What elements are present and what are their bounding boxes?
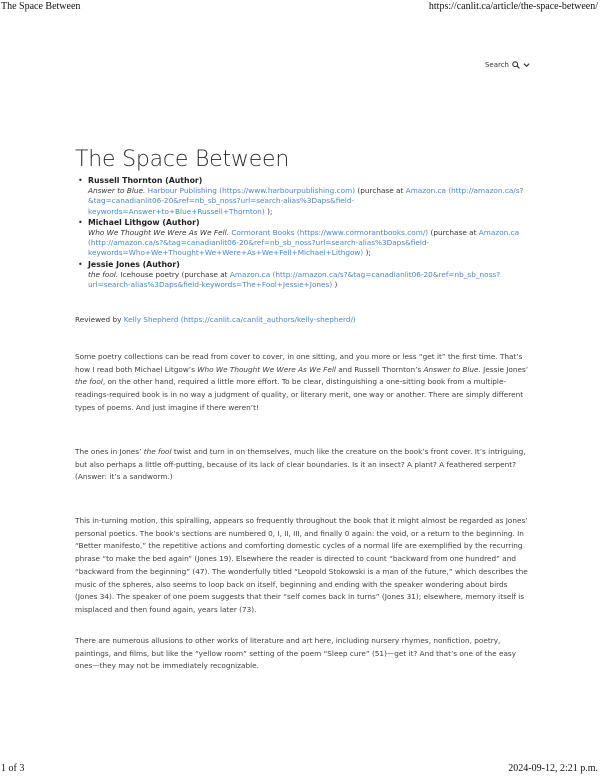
publisher-link[interactable]: Cormorant Books	[231, 228, 295, 238]
book-item	[78, 176, 528, 217]
store-url[interactable]: (http://amazon.ca/s?&tag=canadianlit06-20&ref=nb_sb_noss?url=search-alias%3Daps&field-keywords=Who+We+Thought+We+Were+As+We+Fell+Michael+Lithgow)	[88, 238, 430, 258]
purchase-prefix: (purchase at	[181, 269, 228, 279]
paragraph-text: twist and turn in on themselves, much like the creature on the book’s front cover. It’s intriguing, but also perhaps a little off-putting, because of its lack of clear boundaries. Is it an insect? A plant? A feathered serpent? (Answer: it’s a sandworm.)	[75, 447, 526, 482]
book-title: Answer to Blue.	[88, 186, 146, 196]
paragraph-text: , on the other hand, required a little more effort. To be clear, distinguishing a one-sitting book from a multiple-readings-required book is in no way a judgment of quality, or literary merit, one way or another. There are simply different types of poems. And just imagine if there weren’t!	[75, 377, 524, 412]
paragraph-2	[75, 446, 530, 484]
purchase-prefix: (purchase at	[357, 186, 404, 196]
page-number: 1 of 3	[1, 763, 25, 774]
book-list	[78, 176, 528, 291]
store-url[interactable]: (http://amazon.ca/s?&tag=canadianlit06-20&ref=nb_sb_noss?url=search-alias%3Daps&field-keywords=The+Fool+Jessie+Jones)	[88, 269, 501, 290]
page-title: The Space Between	[75, 147, 290, 172]
italic-title: the fool	[75, 377, 103, 387]
purchase-suffix: )	[334, 280, 338, 290]
search-button[interactable]	[485, 61, 530, 69]
book-title: Who We Thought We Were As We Fell.	[88, 228, 229, 238]
paragraph-text: The ones in Jones’	[75, 447, 144, 456]
book-item	[78, 260, 528, 291]
italic-title: Who We Thought We Were As We Fell	[197, 364, 336, 374]
purchase-suffix: );	[267, 206, 273, 216]
purchase-prefix: (purchase at	[430, 228, 477, 238]
book-title: the fool.	[88, 269, 119, 279]
store-link[interactable]: Amazon.ca	[478, 228, 520, 238]
paragraph-1	[75, 351, 530, 415]
store-link[interactable]: Amazon.ca	[405, 186, 446, 196]
italic-title: the fool	[143, 447, 172, 456]
reviewer-url[interactable]: (https://canlit.ca/canlit_authors/kelly-shepherd/)	[180, 315, 356, 324]
book-details	[88, 186, 528, 217]
publisher-text: Icehouse poetry	[120, 269, 180, 279]
paragraph-text: and Russell Thornton’s	[335, 364, 424, 374]
reviewer-link[interactable]: Kelly Shepherd	[123, 315, 179, 324]
book-details	[88, 228, 528, 259]
publisher-link[interactable]: Harbour Publishing	[147, 186, 217, 196]
publisher-url[interactable]: (https://www.cormorantbooks.com/)	[296, 228, 429, 238]
book-details	[88, 270, 528, 290]
store-url[interactable]: (http://amazon.ca/s?&tag=canadianlit06-20&ref=nb_sb_noss?url=search-alias%3Daps&field-keywords=Answer+to+Blue+Russell+Thornton)	[88, 186, 524, 216]
italic-title: Answer to Blue	[423, 364, 479, 374]
book-author: • Jessie Jones (Author)	[88, 259, 180, 269]
paragraph-3: This in-turning motion, this spiralling, appears so frequently throughout the book that it might almost be regarded as Jones’ personal poetics. The book’s sections are numbered 0, I, II, III, and finally 0 again: the void, or a return to the beginning. In “Better manifesto,” the repetitive actions and comforting domestic cycles of a normal life are exemplified by the recurring phrase “to make the bed again” (Jones 19). Elsewhere the reader is directed to count “backward from one hundred” and “backward from the beginning” (47). The wonderfully titled “Leopold Stokowski is a man of the future,” which describes the music of the spheres, also seems to loop back on itself, beginning and ending with the speaker wondering about birds (Jones 34). The speaker of one poem suggests that their “self comes back in turns” (Jones 31); elsewhere, memory itself is misplaced and then found again, years later (73).	[75, 516, 528, 614]
reviewed-by	[75, 315, 356, 324]
book-author: • Russell Thornton (Author)	[88, 176, 203, 185]
print-header-url: https://canlit.ca/article/the-space-between/	[428, 1, 598, 12]
paragraph-4: There are numerous allusions to other works of literature and art here, including nursery rhymes, nonfiction, poetry, paintings, and films, but like the “yellow room” setting of the poem “Sleep cure” (51)—get it? And that’s one of the easy ones—they may not be immediately recognizable.	[75, 636, 517, 671]
print-header	[0, 0, 600, 14]
search-label: Search	[484, 61, 509, 69]
reviewed-by-prefix: Reviewed by	[75, 315, 122, 324]
purchase-suffix: );	[365, 248, 371, 258]
store-link[interactable]: Amazon.ca	[229, 269, 271, 279]
chevron-down-icon	[523, 62, 530, 68]
print-header-title: The Space Between	[1, 1, 81, 12]
paragraph-text: . Jessie Jones’	[478, 364, 529, 374]
paragraph-text: Some poetry collections can be read from cover to cover, in one sitting, and you more or less “get it” the first time. That’s how I read both Michael Litgow’s	[75, 352, 523, 374]
book-author: • Michael Lithgow (Author)	[88, 217, 200, 227]
book-item	[78, 218, 528, 259]
search-icon	[512, 61, 520, 69]
print-datetime: 2024-09-12, 2:21 p.m.	[508, 763, 598, 774]
publisher-url[interactable]: (https://www.harbourpublishing.com)	[219, 186, 356, 196]
print-footer	[0, 762, 600, 776]
